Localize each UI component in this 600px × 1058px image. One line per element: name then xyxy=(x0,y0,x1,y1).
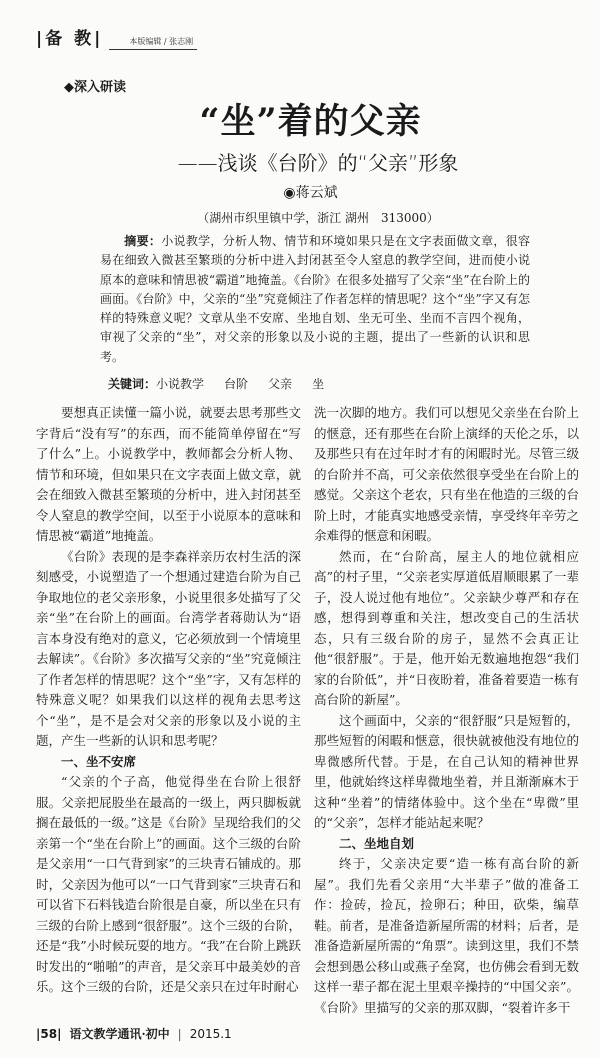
affiliation: （湖州市织里镇中学，浙江 湖州 313000） xyxy=(197,211,439,225)
page-footer xyxy=(36,1026,585,1042)
keyword: 坐 xyxy=(312,377,325,392)
keyword: 台阶 xyxy=(224,377,249,392)
abstract-label: 摘要： xyxy=(124,234,162,248)
keywords xyxy=(108,375,585,393)
author: ◉蒋云斌 xyxy=(283,185,338,201)
abstract-text: 小说教学，分析人物、情节和环境如果只是在文字表面做文章，很容易在细致入微甚至繁琐的分析中进入封闭甚至令人窒息的教学空间，进而使小说原本的意味和情思被“霸道”地掩盖。《台阶》在很多处描写了父亲“坐”在台阶上的画面。《台阶》中，父亲的“坐”究竟倾注了作者怎样的情思呢？这个“坐”字又有怎样的特殊意义呢？文章从坐不安席、坐地自划、坐无可坐、坐而不言四个视角，审视了父亲的“坐”，对父亲的形象以及小说的主题，提出了一些新的认识和思考。 xyxy=(100,234,530,364)
paragraph: 洗一次脚的地方。我们可以想见父亲坐在台阶上的惬意，还有那些在台阶上演绎的天伦之乐，以及那些只有在过年时才有的闲暇时光。尽管三级的台阶并不高，可父亲依然很享受坐在台阶上的感觉。父亲这个老农，只有坐在他造的三级的台阶上时，才能真实地感受亲情，享受终年辛劳之余难得的惬意和闲暇。 xyxy=(314,405,579,544)
section-name: 备 教 xyxy=(45,29,95,49)
article-subtitle: ——浅谈《台阶》的“父亲”形象 xyxy=(177,151,459,175)
section-tag: |备 教| xyxy=(36,29,104,49)
page-header xyxy=(36,26,585,50)
paragraph: 然而，在“台阶高，屋主人的地位就相应高”的村子里，“父亲老实厚道低眉顺眼累了一辈子，没人说过他有地位”。父亲缺少尊严和存在感，想得到尊重和关注，想改变自己的生活状态，只有三级台阶的房子，显然不会真正让他“很舒服”。于是，他开始无数遍地抱怨“我们家的台阶低”，并“日夜盼着，准备着要造一栋有高台阶的新屋”。 xyxy=(314,548,579,708)
article-title: “坐”着的父亲 xyxy=(199,101,422,142)
keyword: 父亲 xyxy=(268,377,293,392)
paragraph: 《台阶》表现的是李森祥亲历农村生活的深刻感受，小说塑造了一个想通过建造台阶为自己争取地位的老父亲形象，小说里很多处描写了父亲“坐”在台阶上的画面。台湾学者蒋勋认为“语言本身没有绝对的意义，它必须放到一个情境里去解读”。《台阶》多次描写父亲的“坐”究竟倾注了作者怎样的情思呢？这个“坐”字，又有怎样的特殊意义呢？如果我们以这样的视角去思考这个“坐”，是不是会对父亲的形象以及小说的主题，产生一些新的认识和思考呢？ xyxy=(36,548,301,749)
keyword: 小说教学 xyxy=(156,377,205,392)
keywords-label: 关键词： xyxy=(108,377,157,392)
body-column-left xyxy=(36,403,301,998)
paragraph: 这个画面中，父亲的“很舒服”只是短暂的，那些短暂的闲暇和惬意，很快就被他没有地位的卑微感所代替。于是，在自己认知的精神世界里，他就始终这样卑微地坐着，并且渐渐麻木于这种“坐着”的情绪体验中。这个坐在“卑微”里的“父亲”，怎样才能站起来呢？ xyxy=(314,712,579,831)
body-columns xyxy=(36,403,585,1018)
paragraph: “父亲的个子高，他觉得坐在台阶上很舒服。父亲把屁股坐在最高的一级上，两只脚板就搁在最低的一级。”这是《台阶》呈现给我们的父亲第一个“坐在台阶上”的画面。这个三级的台阶是父亲用“一口气背到家”的三块青石铺成的。那时，父亲因为他可以“一口气背到家”三块青石和可以省下石料钱造台阶很是自豪，所以坐在只有三级的台阶上感到“很舒服”。这个三级的台阶，还是“我”小时候玩耍的地方。“我”在台阶上跳跃时发出的“啪啪”的声音，是父亲耳中最美妙的音乐。这个三级的台阶，还是父亲只在过年时耐心 xyxy=(36,774,301,995)
body-column-right xyxy=(314,403,579,1018)
page-number: |58| xyxy=(36,1027,62,1042)
paragraph: 终于，父亲决定要“造一栋有高台阶的新屋”。我们先看父亲用“大半辈子”做的准备工作：捡砖，捡瓦，捡卵石；种田，砍柴，编草鞋。前者，是准备造新屋所需的材料；后者，是准备造新屋所需的“角票”。读到这里，我们不禁会想到愚公移山或燕子垒窝，也仿佛会看到无数这样一辈子都在泥土里艰辛操持的“中国父亲”。《台阶》里描写的父亲的那双脚，“裂着许多干 xyxy=(314,856,579,1015)
paragraph: 要想真正读懂一篇小说，就要去思考那些文字背后“没有写”的东西，而不能简单停留在“写了什么”上。小说教学中，教师都会分析人物、情节和环境，但如果只在文字表面上做文章，就会在细致入微甚至繁琐的分析中，进入封闭甚至令人窒息的教学空间，以至于小说原本的意味和情思被“霸道”地掩盖。 xyxy=(36,405,301,544)
abstract xyxy=(100,232,530,367)
section-heading: 二、坐地自划 xyxy=(339,835,415,851)
magazine-name: 语文教学通讯·初中 xyxy=(69,1027,170,1042)
issue-number: 2015.1 xyxy=(189,1027,232,1042)
column-name: ◆深入研读 xyxy=(64,80,126,95)
footer-separator: | xyxy=(177,1027,182,1042)
section-heading: 一、坐不安席 xyxy=(61,753,137,769)
editor-credit: 本版编辑 / 张志刚 xyxy=(109,37,197,50)
